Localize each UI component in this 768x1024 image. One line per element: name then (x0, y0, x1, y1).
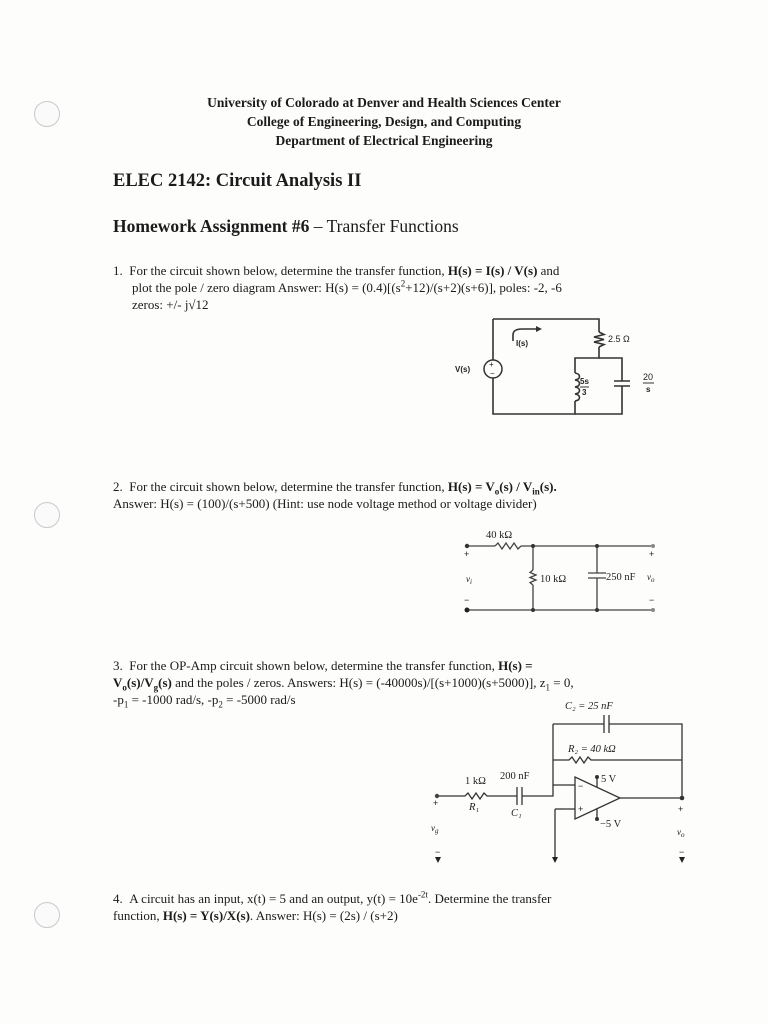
binder-hole (34, 502, 60, 528)
circuit-1-diagram (450, 315, 670, 430)
question-2: 2. For the circuit shown below, determine the transfer function, $H(s) = V_o(s) / V_{in}(s)$. Answer: H(s) = (100)/(s+500) (Hint: use node voltage method or voltage divider) (113, 479, 557, 511)
current-label: I(s) (516, 339, 528, 348)
r2-label: R₂ = 40 kΩ (568, 744, 616, 755)
input-voltage-label: $v_g$ (431, 823, 439, 835)
plus-sign: + (649, 549, 655, 559)
plus-sign: + (464, 549, 470, 559)
source-minus-sign: − (490, 369, 495, 378)
circuit-2-diagram (460, 525, 665, 620)
assignment-title: Homework Assignment #6 – Transfer Functions (113, 216, 459, 236)
resistor-label: 2.5 Ω (608, 334, 630, 344)
course-title: ELEC 2142: Circuit Analysis II (113, 171, 362, 191)
question-3: 3. For the OP-Amp circuit shown below, determine the transfer function, H(s) = $V_o(s)/V_g(s)$ and the poles / zeros. Answers: H(s) = (-40000s)/[(s+1000)(s+5000)], $z_1 = 0$, $-p_1 = -1000$ rad/s, $-p_2 = -5000$ rad/s (113, 658, 574, 710)
c1-name-label: C₁ (511, 808, 522, 819)
r1-value-label: 1 kΩ (465, 776, 486, 787)
source-plus-sign: + (489, 360, 494, 369)
inductor-denominator: 3 (582, 388, 587, 397)
question-4: 4. A circuit has an input, x(t) = 5 and an output, $y(t) = 10e^{-2t}$. Determine the transfer function, H(s) = Y(s)/X(s). Answer: H(s) = (2s) / (s+2) (113, 889, 552, 923)
university-name: University of Colorado at Denver and Health Sciences Center (207, 95, 561, 110)
input-voltage-label: $v_i$ (466, 574, 472, 586)
c2-label: C₂ = 25 nF (565, 701, 613, 712)
arrow-right-icon (536, 326, 542, 332)
binder-hole (34, 902, 60, 928)
minus-sign: − (464, 595, 470, 605)
negative-supply-label: −5 V (600, 819, 622, 830)
capacitor-numerator: 20 (643, 372, 654, 382)
college-name: College of Engineering, Design, and Computing (246, 114, 522, 129)
minus-sign: − (435, 847, 441, 857)
noninverting-input-sign: + (578, 804, 584, 814)
shunt-resistor-label: 10 kΩ (540, 574, 567, 585)
source-label: V(s) (455, 365, 471, 374)
minus-sign: − (649, 595, 655, 605)
plus-sign: + (678, 804, 684, 814)
capacitor-label: 250 nF (606, 572, 636, 583)
question-1: 1. For the circuit shown below, determine the transfer function, H(s) = I(s) / V(s) and plot the pole / zero diagram Answer: $H(s) = (0.4)[(s^2+12)/(s+2)(s+6)]$, poles: -2, -6 zeros: +/- j√12 (113, 263, 562, 312)
minus-sign: − (679, 847, 685, 857)
series-resistor-label: 40 kΩ (486, 530, 513, 541)
inductor-numerator: 5s (580, 377, 589, 386)
r1-name-label: R₁ (469, 802, 480, 813)
capacitor-denominator: s (646, 385, 651, 394)
c1-value-label: 200 nF (500, 771, 530, 782)
inverting-input-sign: − (578, 781, 584, 791)
output-voltage-label: $v_o$ (647, 572, 655, 584)
output-voltage-label: $v_o$ (677, 827, 685, 839)
opamp-circuit-diagram (425, 697, 695, 872)
department-name: Department of Electrical Engineering (275, 133, 493, 148)
plus-sign: + (433, 798, 439, 808)
positive-supply-label: 5 V (601, 774, 617, 785)
